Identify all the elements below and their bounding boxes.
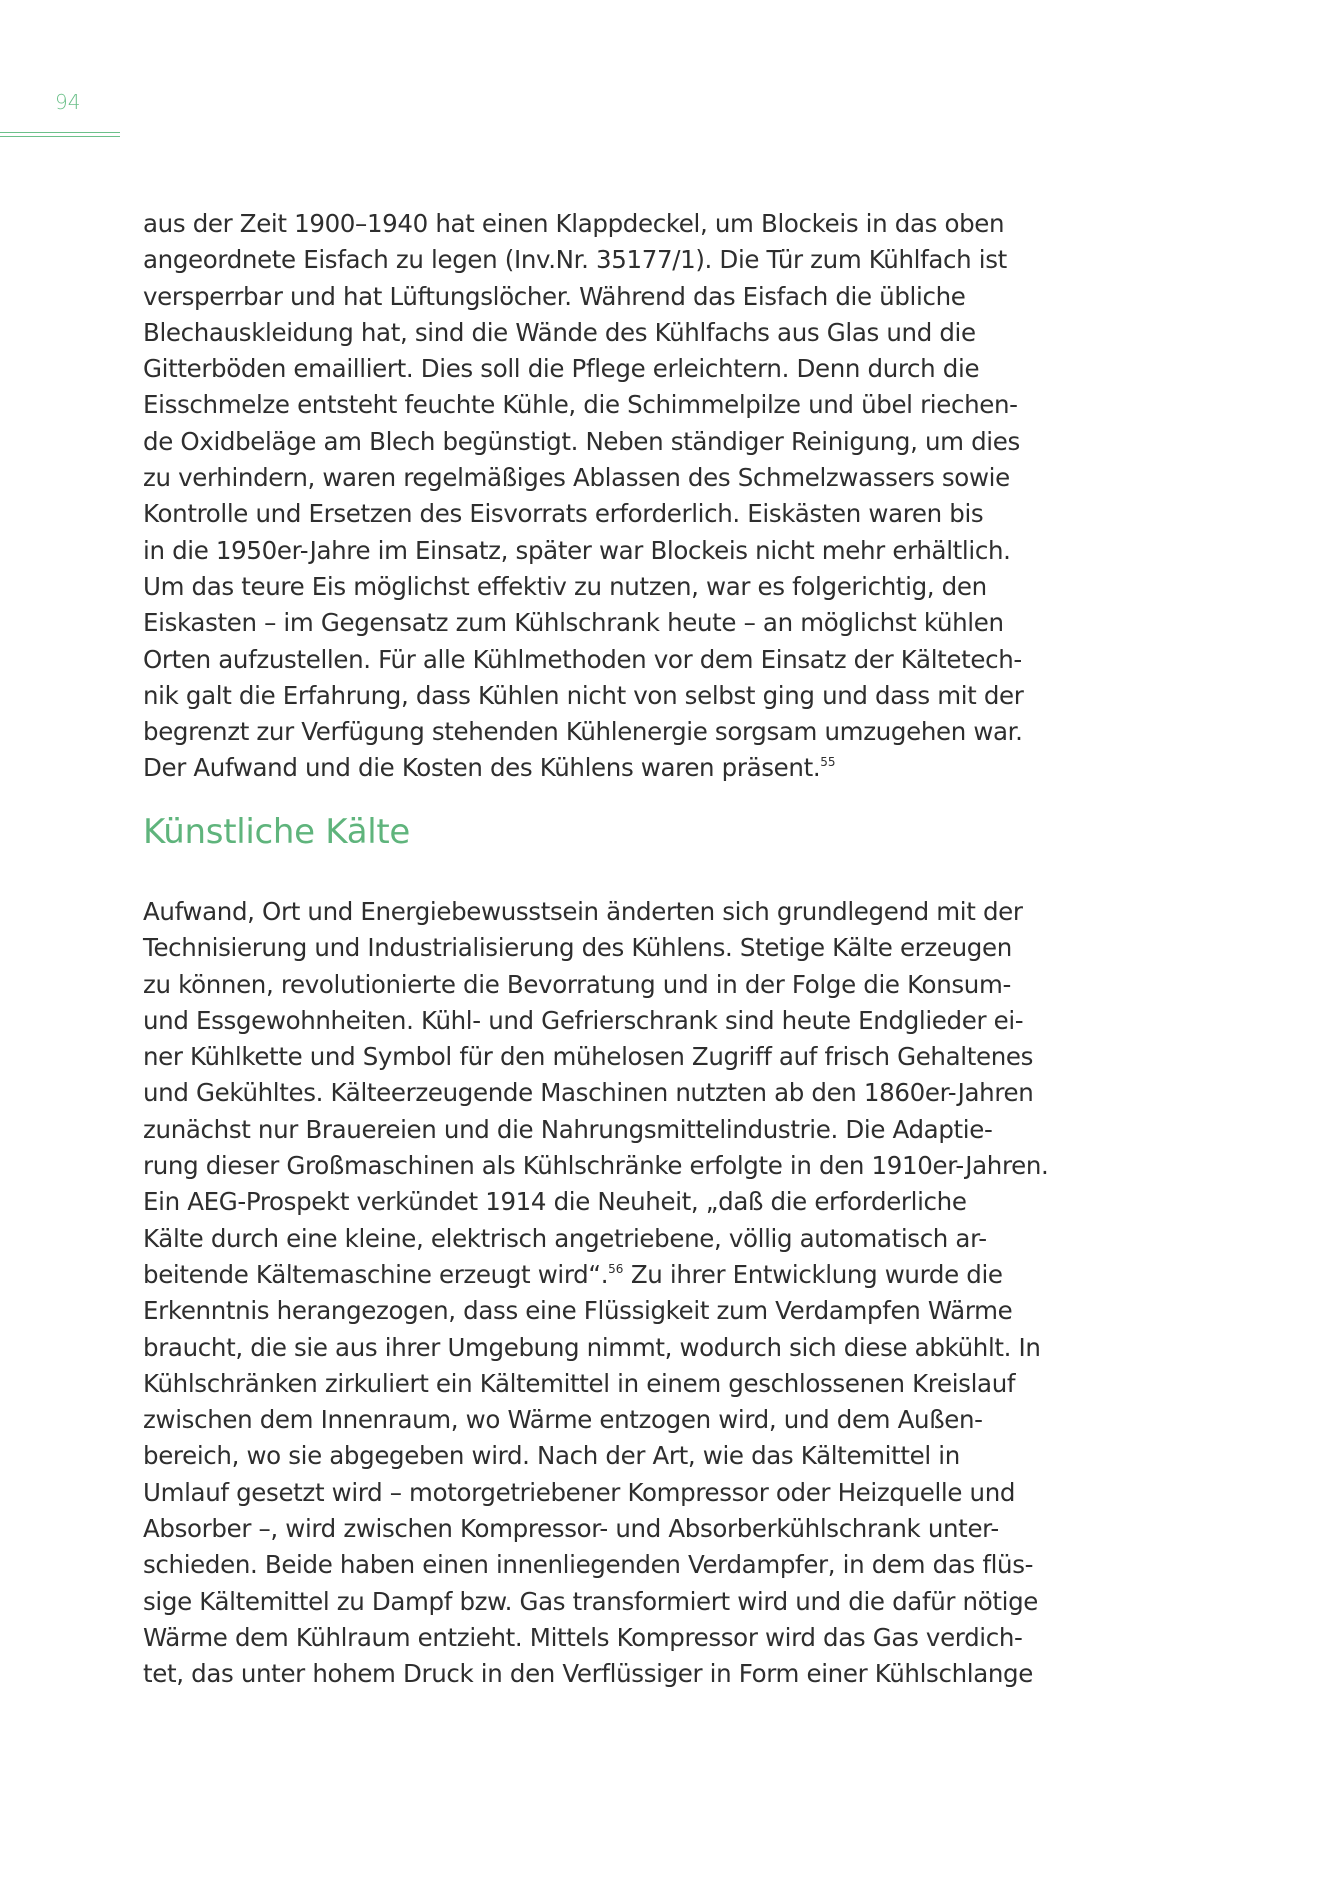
line-text: Gitterböden emailliert. Dies soll die Pflege erleichtern. Denn durch die (143, 354, 980, 384)
text-line (143, 460, 1043, 496)
header-rule (0, 132, 120, 133)
line-text: begrenzt zur Verfügung stehenden Kühlenergie sorgsam umzugehen war. (143, 717, 1023, 747)
line-text: in die 1950er-Jahre im Einsatz, später war Blockeis nicht mehr erhältlich. (143, 535, 1011, 565)
line-text: zunächst nur Brauereien und die Nahrungsmittelindustrie. Die Adaptie- (143, 1114, 993, 1144)
text-line (143, 569, 1043, 605)
text-line (143, 894, 1043, 930)
text-line (143, 351, 1043, 387)
line-text: versperrbar und hat Lüftungslöcher. Während das Eisfach die übliche (143, 281, 966, 311)
text-line (143, 1257, 1043, 1293)
text-line (143, 206, 1043, 242)
text-line (143, 1547, 1043, 1583)
line-text: tet, das unter hohem Druck in den Verflüssiger in Form einer Kühlschlange (143, 1659, 1033, 1689)
text-line (143, 387, 1043, 423)
text-line (143, 1656, 1043, 1692)
text-line (143, 1221, 1043, 1257)
line-text: nik galt die Erfahrung, dass Kühlen nicht von selbst ging und dass mit der (143, 680, 1024, 710)
line-text: ner Kühlkette und Symbol für den mühelosen Zugriff auf frisch Gehaltenes (143, 1042, 1034, 1072)
line-text: Eiskasten – im Gegensatz zum Kühlschrank heute – an möglichst kühlen (143, 608, 1004, 638)
text-line (143, 1112, 1043, 1148)
line-text: Umlauf gesetzt wird – motorgetriebener Kompressor oder Heizquelle und (143, 1477, 1016, 1507)
line-text: rung dieser Großmaschinen als Kühlschränke erfolgte in den 1910er-Jahren. (143, 1151, 1049, 1181)
line-text: Eisschmelze entsteht feuchte Kühle, die Schimmelpilze und übel riechen- (143, 390, 1018, 420)
text-line (143, 967, 1043, 1003)
line-text: Absorber –, wird zwischen Kompressor- und Absorberkühlschrank unter- (143, 1514, 999, 1544)
text-line (143, 930, 1043, 966)
line-text: zu verhindern, waren regelmäßiges Ablassen des Schmelzwassers sowie (143, 463, 1010, 493)
text-line (143, 1402, 1043, 1438)
text-line (143, 279, 1043, 315)
line-text: sige Kältemittel zu Dampf bzw. Gas transformiert wird und die dafür nötige (143, 1586, 1039, 1616)
line-text: Aufwand, Ort und Energiebewusstsein änderten sich grundlegend mit der (143, 897, 1023, 926)
line-text: braucht, die sie aus ihrer Umgebung nimmt, wodurch sich diese abkühlt. In (143, 1332, 1041, 1362)
text-line (143, 1293, 1043, 1329)
line-text: zu können, revolutionierte die Bevorratung und in der Folge die Konsum- (143, 969, 1011, 999)
body-paragraph (143, 206, 1043, 787)
text-line (143, 750, 1043, 786)
line-text: de Oxidbeläge am Blech begünstigt. Neben ständiger Reinigung, um dies (143, 426, 1020, 456)
text-line (143, 1039, 1043, 1075)
text-line (143, 1148, 1049, 1184)
text-line (143, 605, 1043, 641)
text-line (143, 642, 1043, 678)
line-text: Erkenntnis herangezogen, dass eine Flüssigkeit zum Verdampfen Wärme (143, 1296, 1013, 1326)
line-text: Ein AEG-Prospekt verkündet 1914 die Neuheit, „daß die erforderliche (143, 1187, 967, 1217)
text-line (143, 424, 1043, 460)
line-text: Orten aufzustellen. Für alle Kühlmethoden vor dem Einsatz der Kältetech- (143, 644, 1022, 674)
line-text: Blechauskleidung hat, sind die Wände des Kühlfachs aus Glas und die (143, 317, 976, 347)
text-line (143, 1438, 1043, 1474)
line-text: schieden. Beide haben einen innenliegenden Verdampfer, in dem das flüs- (143, 1550, 1034, 1580)
text-line (143, 1584, 1043, 1620)
body-paragraph (143, 894, 1049, 1693)
text-line (143, 714, 1043, 750)
footnote-marker: 55 (820, 755, 836, 770)
line-text: Kontrolle und Ersetzen des Eisvorrats erforderlich. Eiskästen waren bis (143, 499, 984, 529)
line-text: Der Aufwand und die Kosten des Kühlens waren präsent. (143, 753, 821, 783)
line-text: Kühlschränken zirkuliert ein Kältemittel in einem geschlossenen Kreislauf (143, 1368, 1016, 1398)
text-line (143, 1366, 1043, 1402)
text-line (143, 315, 1043, 351)
line-text: beitende Kältemaschine erzeugt wird“. (143, 1259, 609, 1289)
line-text: Kälte durch eine kleine, elektrisch angetriebene, völlig automatisch ar- (143, 1223, 987, 1253)
text-line (143, 533, 1043, 569)
text-line (143, 496, 1043, 532)
line-text: Um das teure Eis möglichst effektiv zu nutzen, war es folgerichtig, den (143, 571, 987, 601)
page-number: 94 (55, 90, 81, 114)
line-text: aus der Zeit 1900–1940 hat einen Klappdeckel, um Blockeis in das oben (143, 209, 1005, 238)
text-line (143, 678, 1043, 714)
text-line (143, 1620, 1043, 1656)
line-text: Technisierung und Industrialisierung des Kühlens. Stetige Kälte erzeugen (143, 933, 1012, 963)
line-text: angeordnete Eisfach zu legen (Inv.Nr. 35177/1). Die Tür zum Kühlfach ist (143, 245, 1007, 275)
section-heading: Künstliche Kälte (143, 812, 411, 852)
line-text: und Gekühltes. Kälteerzeugende Maschinen nutzten ab den 1860er-Jahren (143, 1078, 1034, 1108)
text-line (143, 242, 1043, 278)
text-line (143, 1184, 1043, 1220)
line-text: Wärme dem Kühlraum entzieht. Mittels Kompressor wird das Gas verdich- (143, 1622, 1023, 1652)
line-text-continued: Zu ihrer Entwicklung wurde die (623, 1259, 1003, 1289)
line-text: zwischen dem Innenraum, wo Wärme entzogen wird, und dem Außen- (143, 1405, 983, 1435)
text-line (143, 1511, 1043, 1547)
text-line (143, 1075, 1043, 1111)
text-line (143, 1003, 1043, 1039)
line-text: bereich, wo sie abgegeben wird. Nach der Art, wie das Kältemittel in (143, 1441, 960, 1471)
line-text: und Essgewohnheiten. Kühl- und Gefrierschrank sind heute Endglieder ei- (143, 1005, 1024, 1035)
text-line (143, 1330, 1043, 1366)
header-rule (0, 136, 120, 137)
footnote-marker: 56 (608, 1261, 624, 1276)
text-line (143, 1475, 1043, 1511)
